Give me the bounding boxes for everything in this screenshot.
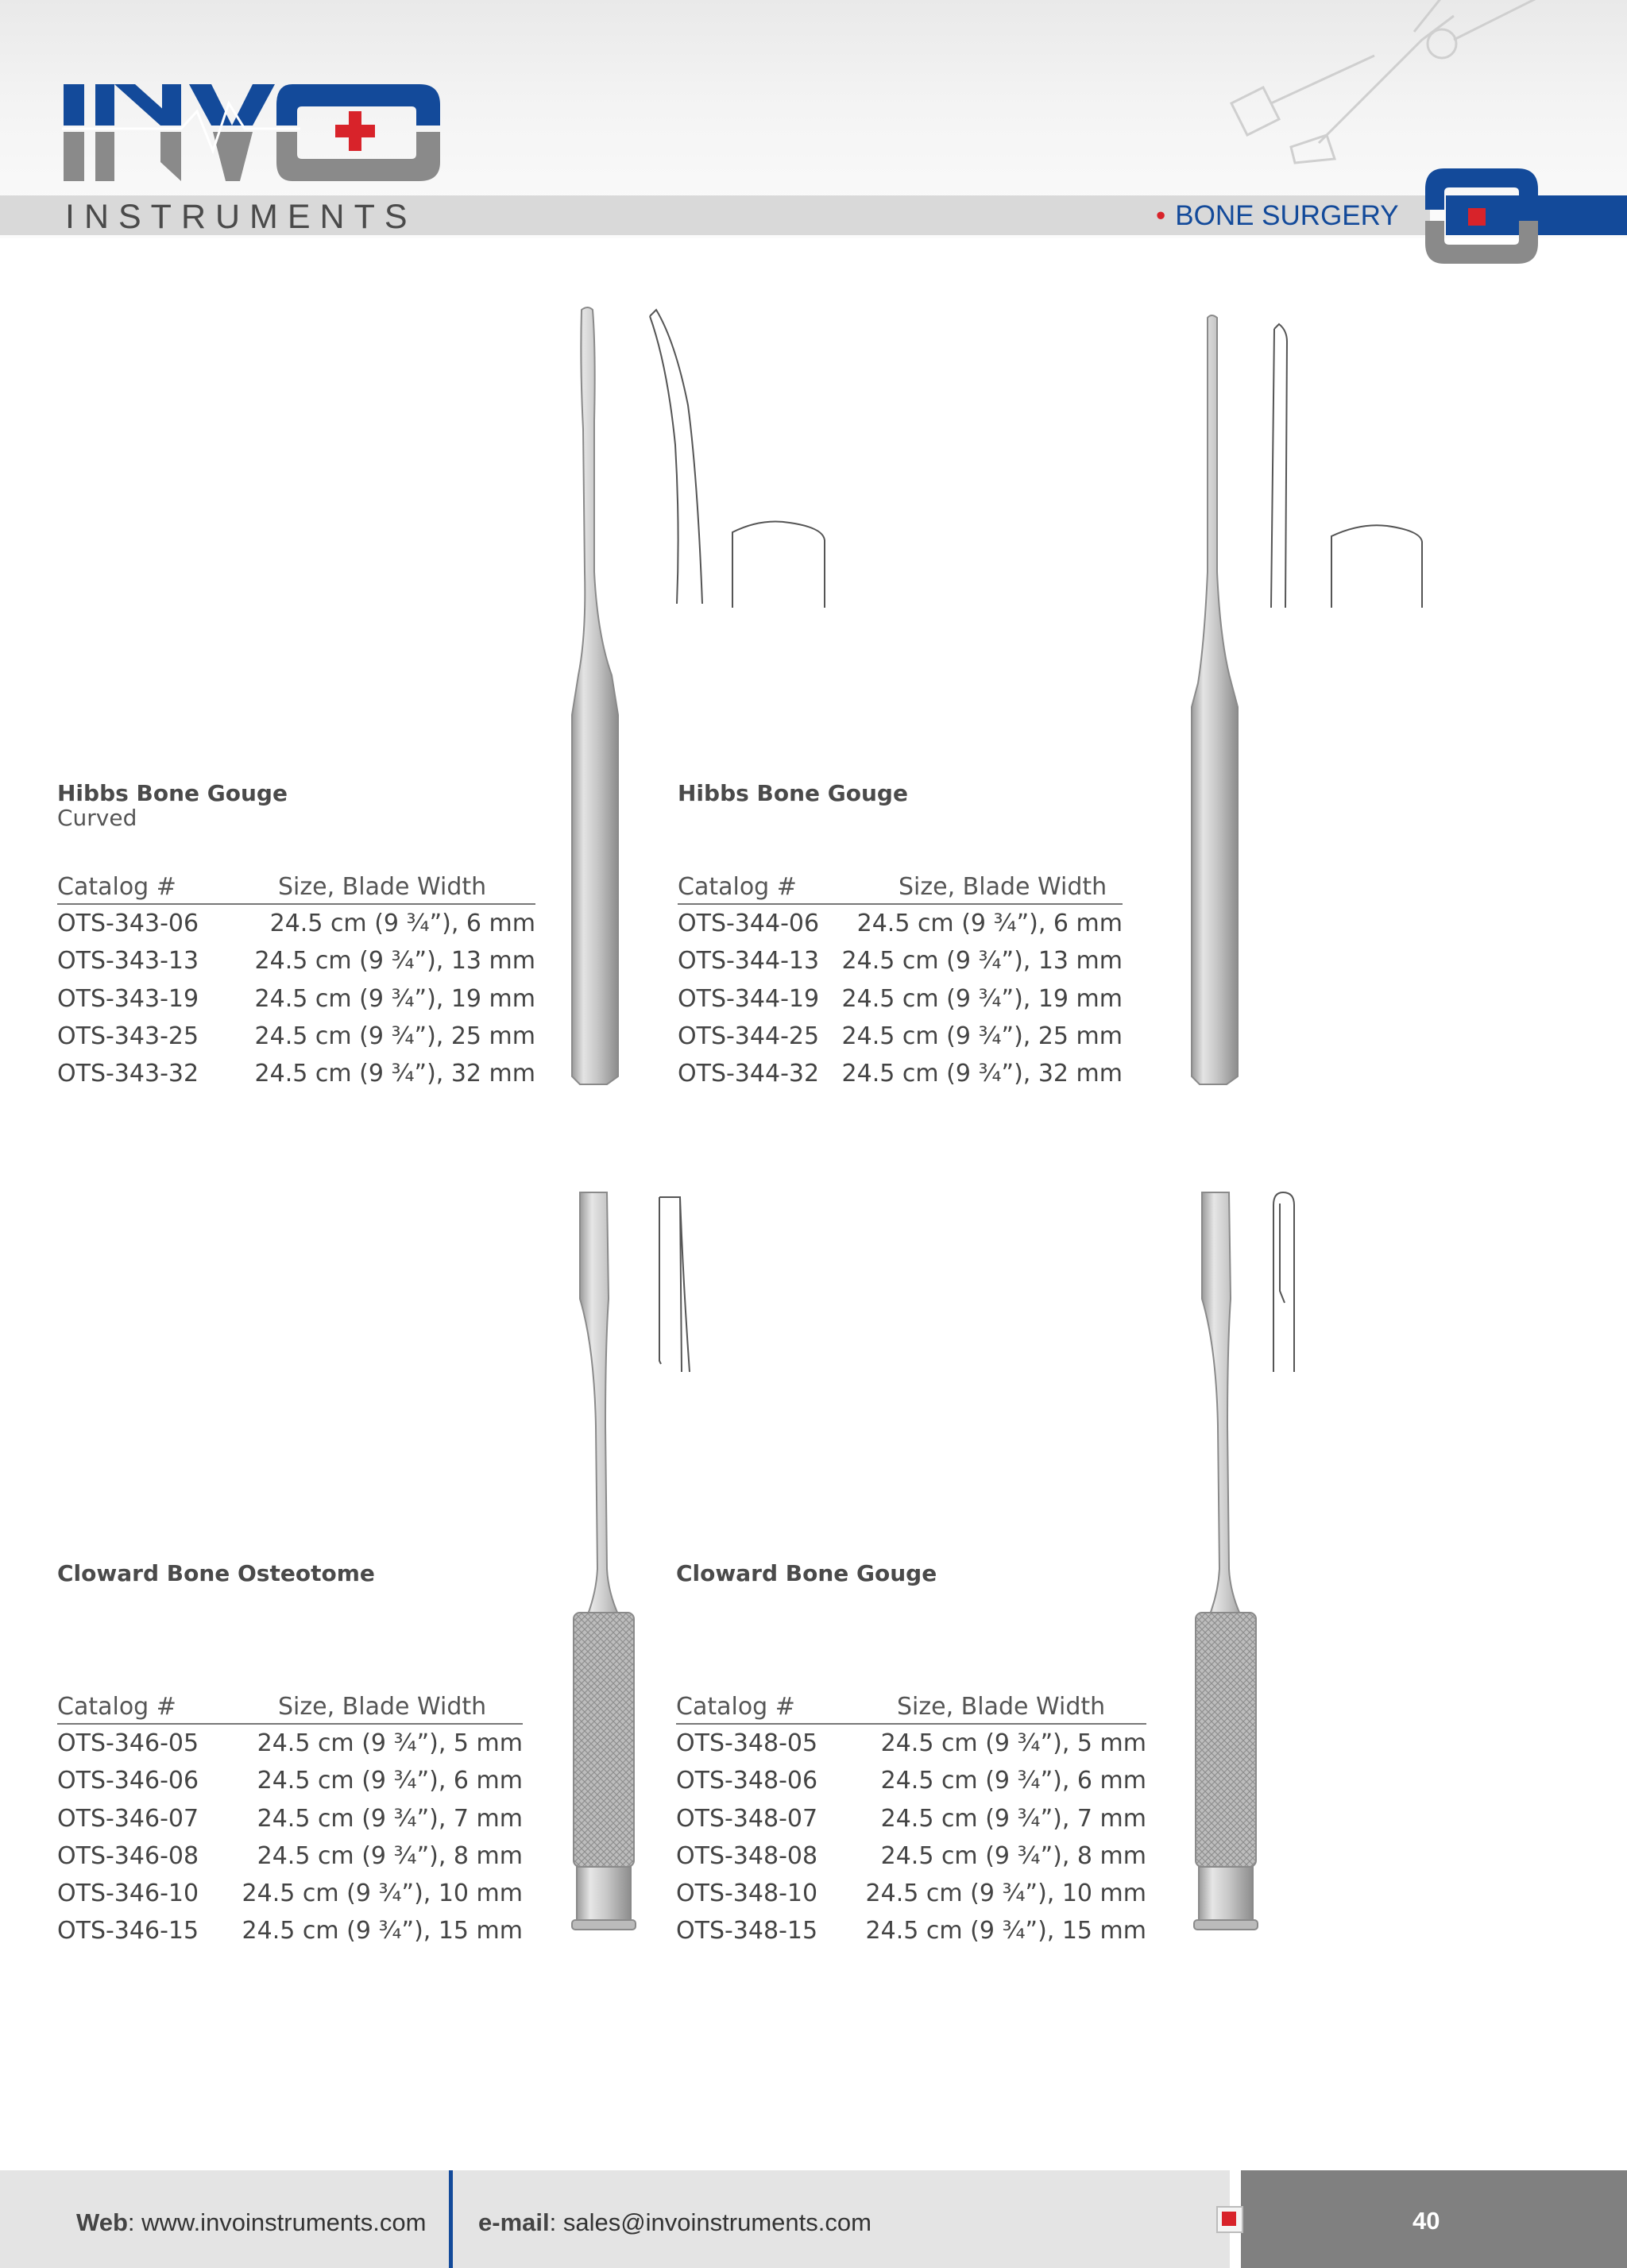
- size-value: 24.5 cm (9 ¾”), 5 mm: [880, 1729, 1146, 1757]
- catalog-number: OTS-343-19: [57, 984, 199, 1013]
- table-row: [676, 1875, 1146, 1912]
- invo-o-emblem-icon: [1422, 165, 1541, 267]
- size-value: 24.5 cm (9 ¾”), 8 mm: [257, 1841, 523, 1870]
- product-title: Cloward Bone Osteotome: [57, 1560, 375, 1586]
- table-header: [57, 1691, 523, 1725]
- size-value: 24.5 cm (9 ¾”), 6 mm: [257, 1767, 523, 1795]
- catalog-number: OTS-343-32: [57, 1060, 199, 1088]
- catalog-number: OTS-344-19: [678, 984, 820, 1013]
- catalog-number: OTS-348-07: [676, 1804, 818, 1833]
- size-value: 24.5 cm (9 ¾”), 15 mm: [242, 1917, 523, 1945]
- table-row: [57, 1837, 523, 1875]
- catalog-number: OTS-348-15: [676, 1917, 818, 1945]
- table-row: [676, 1725, 1146, 1762]
- table-row: [676, 1837, 1146, 1875]
- catalog-number: OTS-348-10: [676, 1880, 818, 1908]
- size-value: 24.5 cm (9 ¾”), 8 mm: [880, 1841, 1146, 1870]
- cloward-gouge-image: [1180, 1188, 1339, 1938]
- table-row: [57, 1912, 523, 1949]
- size-value: 24.5 cm (9 ¾”), 13 mm: [841, 947, 1123, 976]
- table-row: [678, 1055, 1123, 1092]
- table-row: [57, 1725, 523, 1762]
- footer-divider: [449, 2170, 453, 2268]
- brand-tagline: INSTRUMENTS: [65, 198, 417, 236]
- product-title: Cloward Bone Gouge: [676, 1560, 937, 1586]
- product-title: Hibbs Bone Gouge: [678, 780, 908, 806]
- table-row: [57, 1875, 523, 1912]
- table-row: [676, 1762, 1146, 1799]
- table-row: [57, 1018, 535, 1055]
- table-row: [57, 1762, 523, 1799]
- table-row: [57, 905, 535, 942]
- catalog-number: OTS-348-06: [676, 1767, 818, 1795]
- table-row: [678, 980, 1123, 1018]
- table-header: [57, 871, 535, 905]
- catalog-table: [57, 871, 535, 1092]
- table-row: [678, 1018, 1123, 1055]
- footer-email-link[interactable]: : sales@invoinstruments.com: [549, 2208, 871, 2236]
- table-row: [678, 905, 1123, 942]
- size-value: 24.5 cm (9 ¾”), 25 mm: [254, 1022, 535, 1050]
- product-subtitle: Curved: [57, 805, 137, 831]
- catalog-number: OTS-344-32: [678, 1060, 820, 1088]
- catalog-number: OTS-346-06: [57, 1767, 199, 1795]
- footer-web: [76, 2207, 426, 2239]
- table-row: [676, 1912, 1146, 1949]
- product-title: Hibbs Bone Gouge: [57, 780, 288, 806]
- straight-gouge-image: [1176, 310, 1462, 1088]
- catalog-number: OTS-344-13: [678, 947, 820, 976]
- table-row: [676, 1800, 1146, 1837]
- catalog-number: OTS-344-06: [678, 910, 820, 937]
- section-bullet: •: [1156, 200, 1166, 231]
- size-value: 24.5 cm (9 ¾”), 6 mm: [856, 910, 1123, 937]
- column-header-catalog: Catalog #: [676, 1693, 795, 1721]
- size-value: 24.5 cm (9 ¾”), 32 mm: [841, 1060, 1123, 1088]
- catalog-number: OTS-348-05: [676, 1729, 818, 1757]
- table-row: [57, 942, 535, 979]
- forceps-drawing-icon: [1215, 0, 1549, 167]
- table-row: [57, 1055, 535, 1092]
- size-value: 24.5 cm (9 ¾”), 7 mm: [880, 1804, 1146, 1833]
- size-value: 24.5 cm (9 ¾”), 10 mm: [242, 1880, 523, 1908]
- size-value: 24.5 cm (9 ¾”), 10 mm: [865, 1880, 1146, 1908]
- catalog-number: OTS-348-08: [676, 1841, 818, 1870]
- catalog-number: OTS-343-25: [57, 1022, 199, 1050]
- footer-email-label: e-mail: [478, 2208, 550, 2236]
- footer-web-label: Web: [76, 2208, 128, 2236]
- invo-logo: [62, 79, 443, 187]
- size-value: 24.5 cm (9 ¾”), 7 mm: [257, 1804, 523, 1833]
- size-value: 24.5 cm (9 ¾”), 5 mm: [257, 1729, 523, 1757]
- catalog-number: OTS-343-06: [57, 910, 199, 937]
- catalog-table: [676, 1691, 1146, 1950]
- table-header: [678, 871, 1123, 905]
- column-header-size: Size, Blade Width: [278, 873, 487, 901]
- catalog-number: OTS-346-10: [57, 1880, 199, 1908]
- column-header-catalog: Catalog #: [57, 1693, 176, 1721]
- catalog-number: OTS-346-07: [57, 1804, 199, 1833]
- table-row: [57, 980, 535, 1018]
- column-header-size: Size, Blade Width: [899, 873, 1107, 901]
- size-value: 24.5 cm (9 ¾”), 13 mm: [254, 947, 535, 976]
- table-header: [676, 1691, 1146, 1725]
- footer-email: [478, 2207, 871, 2239]
- size-value: 24.5 cm (9 ¾”), 6 mm: [880, 1767, 1146, 1795]
- size-value: 24.5 cm (9 ¾”), 19 mm: [841, 984, 1123, 1013]
- section-title: BONE SURGERY: [1175, 200, 1399, 231]
- catalog-table: [678, 871, 1123, 1092]
- section-label: [1156, 199, 1399, 234]
- column-header-catalog: Catalog #: [57, 873, 176, 901]
- footer-web-link[interactable]: : www.invoinstruments.com: [127, 2208, 427, 2236]
- catalog-number: OTS-343-13: [57, 947, 199, 976]
- catalog-table: [57, 1691, 523, 1950]
- size-value: 24.5 cm (9 ¾”), 6 mm: [269, 910, 535, 937]
- size-value: 24.5 cm (9 ¾”), 19 mm: [254, 984, 535, 1013]
- catalog-number: OTS-346-15: [57, 1917, 199, 1945]
- table-row: [678, 942, 1123, 979]
- catalog-number: OTS-346-05: [57, 1729, 199, 1757]
- catalog-number: OTS-344-25: [678, 1022, 820, 1050]
- size-value: 24.5 cm (9 ¾”), 32 mm: [254, 1060, 535, 1088]
- size-value: 24.5 cm (9 ¾”), 25 mm: [841, 1022, 1123, 1050]
- catalog-number: OTS-346-08: [57, 1841, 199, 1870]
- column-header-catalog: Catalog #: [678, 873, 797, 901]
- table-row: [57, 1800, 523, 1837]
- column-header-size: Size, Blade Width: [278, 1693, 487, 1721]
- page-number: 40: [1413, 2207, 1440, 2235]
- size-value: 24.5 cm (9 ¾”), 15 mm: [865, 1917, 1146, 1945]
- red-square-icon: [1215, 2205, 1244, 2234]
- column-header-size: Size, Blade Width: [897, 1693, 1106, 1721]
